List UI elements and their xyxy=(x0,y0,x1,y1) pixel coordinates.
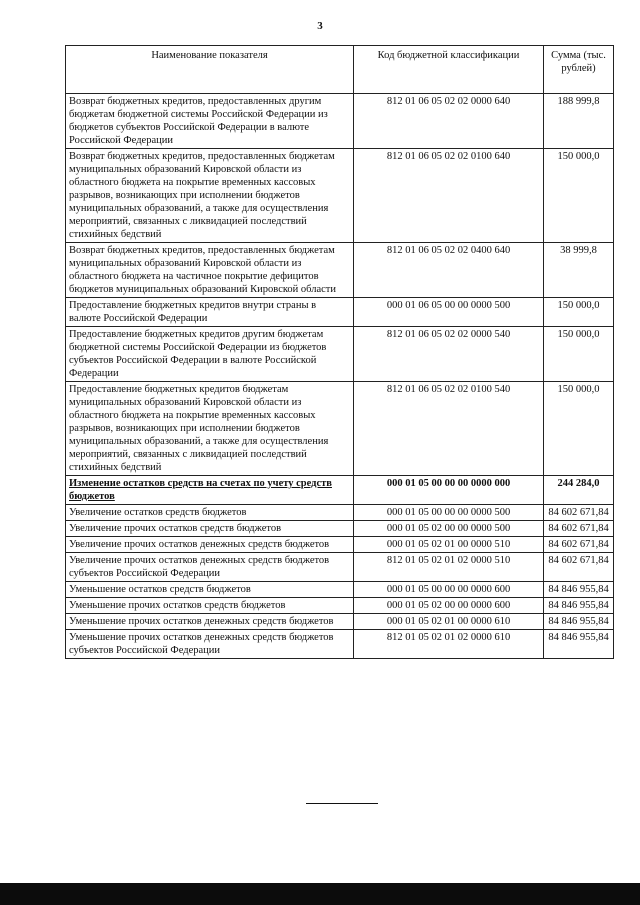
row-code-cell: 812 01 06 05 02 02 0400 640 xyxy=(354,243,544,298)
row-amount-cell: 84 846 955,84 xyxy=(544,582,614,598)
row-amount-cell: 150 000,0 xyxy=(544,382,614,476)
row-amount-cell: 244 284,0 xyxy=(544,476,614,505)
row-name-cell: Предоставление бюджетных кредитов бюджетам муниципальных образований Кировской области из областного бюджета на покрытие временных кассовых разрывов, возникающих при исполнении бюджетов муниципальных образований, а также для осуществления мероприятий, связанных с ликвидацией последствий стихийных бедствий xyxy=(66,382,354,476)
table-row xyxy=(66,614,614,630)
table-body xyxy=(66,94,614,659)
row-code-cell: 000 01 05 00 00 00 0000 500 xyxy=(354,505,544,521)
row-amount-cell: 84 846 955,84 xyxy=(544,598,614,614)
row-name-cell: Уменьшение остатков средств бюджетов xyxy=(66,582,354,598)
row-name-cell: Увеличение прочих остатков денежных средств бюджетов xyxy=(66,537,354,553)
row-amount-cell: 188 999,8 xyxy=(544,94,614,149)
table-row xyxy=(66,537,614,553)
row-amount-cell: 84 846 955,84 xyxy=(544,614,614,630)
table-row xyxy=(66,553,614,582)
table-header xyxy=(66,46,614,94)
row-amount-cell: 38 999,8 xyxy=(544,243,614,298)
row-code-cell: 000 01 05 02 01 00 0000 510 xyxy=(354,537,544,553)
row-code-cell: 812 01 06 05 02 02 0100 540 xyxy=(354,382,544,476)
row-code-cell: 000 01 05 02 00 00 0000 500 xyxy=(354,521,544,537)
table-row xyxy=(66,521,614,537)
table-row xyxy=(66,582,614,598)
row-name-cell: Изменение остатков средств на счетах по учету средств бюджетов xyxy=(66,476,354,505)
row-name-cell: Увеличение прочих остатков денежных средств бюджетов субъектов Российской Федерации xyxy=(66,553,354,582)
row-name-cell: Уменьшение прочих остатков денежных средств бюджетов xyxy=(66,614,354,630)
table-row xyxy=(66,630,614,659)
row-code-cell: 812 01 06 05 02 02 0000 540 xyxy=(354,327,544,382)
header-amount: Сумма (тыс. рублей) xyxy=(544,46,614,94)
scan-edge-bar xyxy=(0,883,640,905)
row-name-cell: Возврат бюджетных кредитов, предоставленных бюджетам муниципальных образований Кировской области из областного бюджета на покрытие временных кассовых разрывов, возникающих при исполнении бюджетов муниципальных образований, а также для осуществления мероприятий, связанных с ликвидацией последствий стихийных бедствий xyxy=(66,149,354,243)
row-code-cell: 812 01 05 02 01 02 0000 610 xyxy=(354,630,544,659)
table-row xyxy=(66,382,614,476)
table-row xyxy=(66,243,614,298)
row-amount-cell: 84 602 671,84 xyxy=(544,521,614,537)
row-code-cell: 812 01 06 05 02 02 0000 640 xyxy=(354,94,544,149)
row-amount-cell: 84 846 955,84 xyxy=(544,630,614,659)
header-code: Код бюджетной классификации xyxy=(354,46,544,94)
table-row xyxy=(66,298,614,327)
row-code-cell: 812 01 05 02 01 02 0000 510 xyxy=(354,553,544,582)
table-row xyxy=(66,94,614,149)
row-code-cell: 000 01 06 05 00 00 0000 500 xyxy=(354,298,544,327)
row-name-cell: Предоставление бюджетных кредитов другим бюджетам бюджетной системы Российской Федерации из бюджетов субъектов Российской Федерации в валюте Российской Федерации xyxy=(66,327,354,382)
row-name-cell: Увеличение остатков средств бюджетов xyxy=(66,505,354,521)
row-name-cell: Возврат бюджетных кредитов, предоставленных другим бюджетам бюджетной системы Российской Федерации из бюджетов субъектов Российской Федерации в валюте Российской Федерации xyxy=(66,94,354,149)
row-code-cell: 000 01 05 00 00 00 0000 000 xyxy=(354,476,544,505)
table-row xyxy=(66,505,614,521)
row-code-cell: 000 01 05 02 01 00 0000 610 xyxy=(354,614,544,630)
row-amount-cell: 84 602 671,84 xyxy=(544,505,614,521)
row-amount-cell: 150 000,0 xyxy=(544,149,614,243)
row-code-cell: 812 01 06 05 02 02 0100 640 xyxy=(354,149,544,243)
row-name-cell: Предоставление бюджетных кредитов внутри страны в валюте Российской Федерации xyxy=(66,298,354,327)
table-row xyxy=(66,476,614,505)
row-amount-cell: 84 602 671,84 xyxy=(544,537,614,553)
row-amount-cell: 150 000,0 xyxy=(544,327,614,382)
table-row xyxy=(66,598,614,614)
row-amount-cell: 84 602 671,84 xyxy=(544,553,614,582)
row-name-cell: Уменьшение прочих остатков средств бюджетов xyxy=(66,598,354,614)
row-code-cell: 000 01 05 00 00 00 0000 600 xyxy=(354,582,544,598)
page-number: 3 xyxy=(317,20,323,32)
row-name-cell: Возврат бюджетных кредитов, предоставленных бюджетам муниципальных образований Кировской области из областного бюджета на частичное покрытие дефицитов бюджетов муниципальных образований Кировской области xyxy=(66,243,354,298)
footer-divider xyxy=(306,803,378,804)
row-name-cell: Уменьшение прочих остатков денежных средств бюджетов субъектов Российской Федерации xyxy=(66,630,354,659)
table-row xyxy=(66,149,614,243)
budget-table xyxy=(65,45,614,659)
row-name-cell: Увеличение прочих остатков средств бюджетов xyxy=(66,521,354,537)
header-name: Наименование показателя xyxy=(66,46,354,94)
row-amount-cell: 150 000,0 xyxy=(544,298,614,327)
table-row xyxy=(66,327,614,382)
row-code-cell: 000 01 05 02 00 00 0000 600 xyxy=(354,598,544,614)
